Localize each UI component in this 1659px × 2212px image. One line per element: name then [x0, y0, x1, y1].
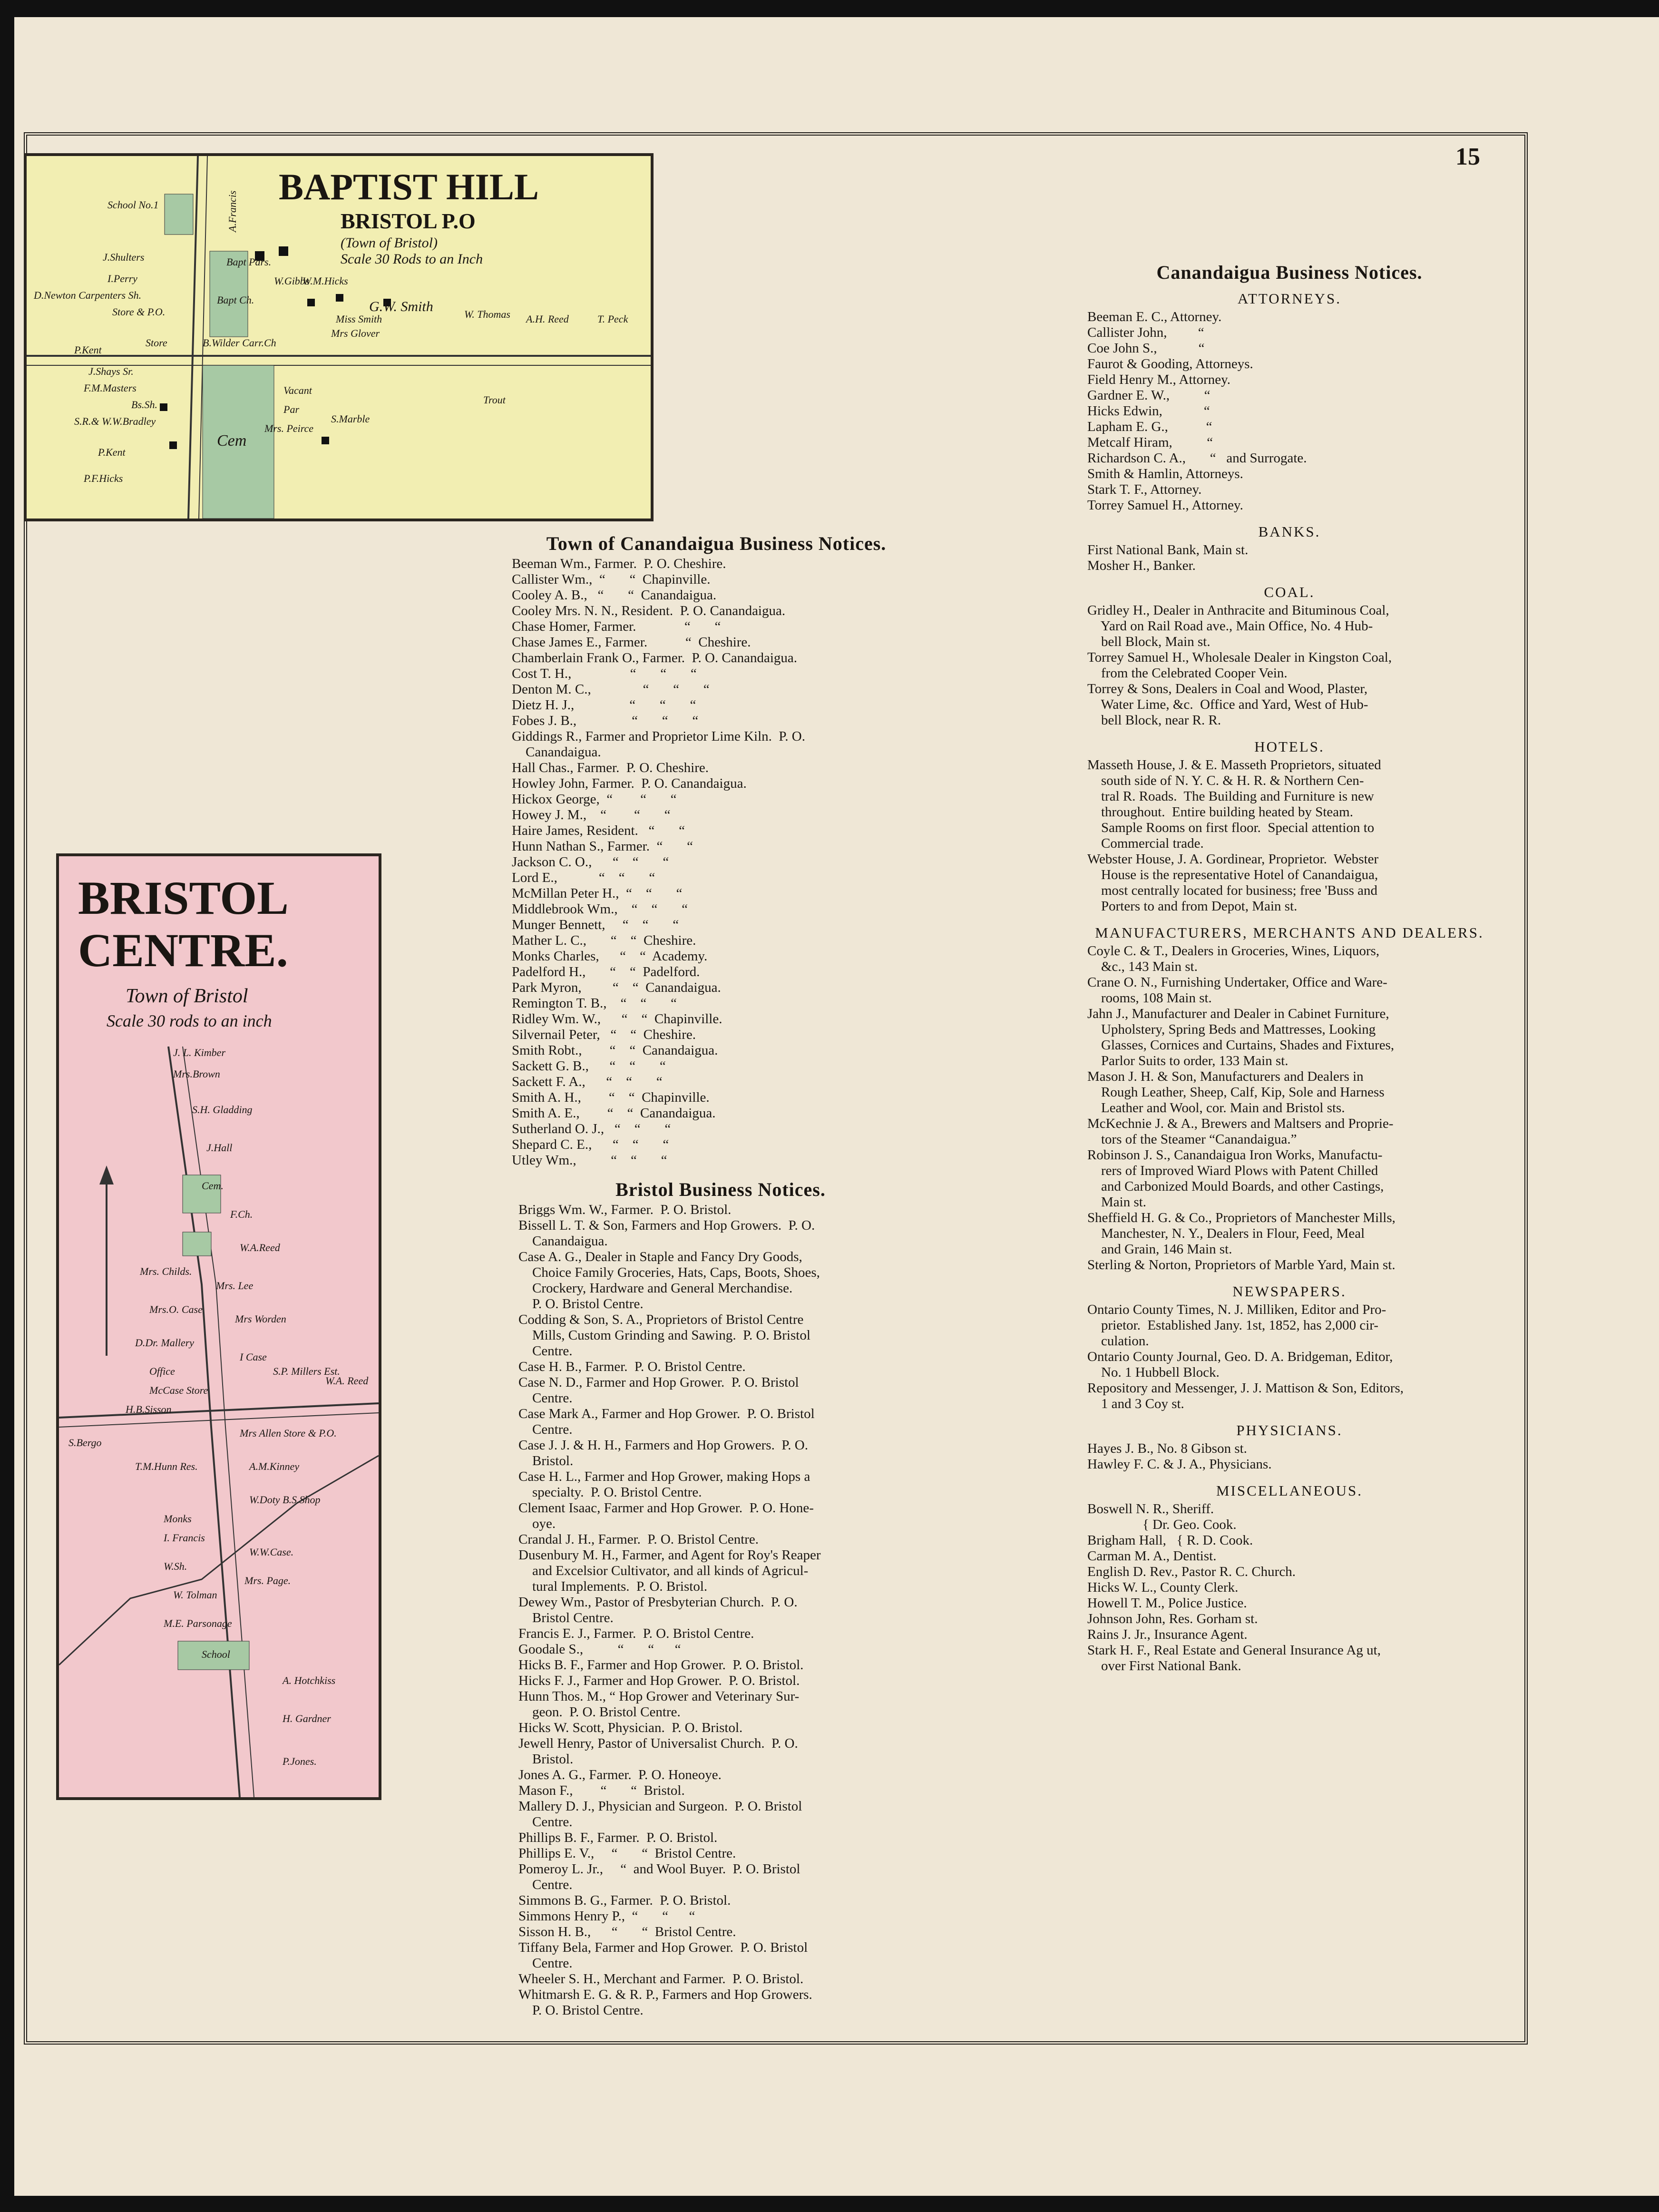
notice-line: Centre.: [518, 1814, 573, 1830]
map-label: A. Hotchkiss: [283, 1674, 336, 1686]
map-label: G.W. Smith: [369, 299, 433, 314]
notice-line: Callister Wm., “ “ Chapinville.: [512, 572, 711, 587]
notice-line: P. O. Bristol Centre.: [518, 1296, 644, 1312]
notice-line: Field Henry M., Attorney.: [1087, 372, 1230, 387]
category-heading: MANUFACTURERS, MERCHANTS AND DEALERS.: [1095, 924, 1484, 941]
notice-line: Sackett G. B., “ “ “: [512, 1058, 666, 1074]
map-label: I. Francis: [164, 1532, 205, 1544]
notice-line: Goodale S., “ “ “: [518, 1642, 681, 1657]
notice-line: P. O. Bristol Centre.: [518, 2003, 644, 2018]
map-label: Bapt Pars.: [226, 256, 272, 268]
map-label: W.Gibbs: [274, 275, 310, 287]
notice-line: from the Celebrated Cooper Vein.: [1087, 666, 1288, 681]
map-label: W.A.Reed: [240, 1242, 280, 1253]
map-label: Vacant: [283, 384, 312, 396]
notice-line: Howell T. M., Police Justice.: [1087, 1595, 1247, 1611]
notice-line: Hunn Nathan S., Farmer. “ “: [512, 839, 693, 854]
notice-line: Dietz H. J., “ “ “: [512, 697, 696, 713]
map-label: S.R.& W.W.Bradley: [74, 415, 156, 427]
notice-line: Webster House, J. A. Gordinear, Proprietor. Webster: [1087, 852, 1379, 867]
map-label: Mrs Glover: [331, 327, 380, 339]
notice-line: and Carbonized Mould Boards, and other Castings,: [1087, 1179, 1384, 1194]
notice-line: Torrey Samuel H., Attorney.: [1087, 498, 1243, 513]
notice-line: Stark H. F., Real Estate and General Insurance Ag ut,: [1087, 1643, 1381, 1658]
notice-line: Repository and Messenger, J. J. Mattison & Son, Editors,: [1087, 1380, 1404, 1396]
map-label: P.Jones.: [283, 1755, 317, 1767]
map-label: Cem: [217, 432, 247, 450]
notice-line: Porters to and from Depot, Main st.: [1087, 899, 1298, 914]
notice-line: Case N. D., Farmer and Hop Grower. P. O. Bristol: [518, 1375, 799, 1390]
page-number: 15: [1455, 143, 1480, 170]
category-heading: PHYSICIANS.: [1236, 1422, 1343, 1439]
town-of-canandaigua-title: Town of Canandaigua Business Notices.: [546, 533, 887, 554]
notice-line: south side of N. Y. C. & H. R. & Northern Cen-: [1087, 773, 1364, 788]
category-heading: ATTORNEYS.: [1237, 290, 1342, 307]
baptist-hill-postoffice: BRISTOL P.O: [341, 209, 476, 233]
notice-line: Francis E. J., Farmer. P. O. Bristol Centre.: [518, 1626, 754, 1641]
notice-line: geon. P. O. Bristol Centre.: [518, 1704, 681, 1720]
map-label: Store: [146, 337, 167, 349]
map-label: I Case: [240, 1351, 267, 1363]
notice-line: Smith Robt., “ “ Canandaigua.: [512, 1043, 718, 1058]
map-label: P.Kent: [74, 344, 102, 356]
notice-line: Cooley A. B., “ “ Canandaigua.: [512, 587, 717, 603]
notice-line: most centrally located for business; free 'Buss and: [1087, 883, 1378, 898]
map-label: F.Ch.: [230, 1208, 253, 1220]
notice-line: Bissell L. T. & Son, Farmers and Hop Growers. P. O.: [518, 1218, 815, 1233]
map-label: Mrs Worden: [235, 1313, 286, 1325]
map-label: Bs.Sh.: [131, 399, 157, 411]
notice-line: Jackson C. O., “ “ “: [512, 854, 669, 870]
notice-line: Hicks B. F., Farmer and Hop Grower. P. O. Bristol.: [518, 1657, 804, 1673]
notice-line: Mills, Custom Grinding and Sawing. P. O. Bristol: [518, 1328, 810, 1343]
notice-line: Jewell Henry, Pastor of Universalist Church. P. O.: [518, 1736, 798, 1751]
map-label: J.Shays Sr.: [88, 365, 134, 377]
notice-line: and Grain, 146 Main st.: [1087, 1242, 1232, 1257]
notice-line: Hickox George, “ “ “: [512, 792, 677, 807]
notice-line: Torrey & Sons, Dealers in Coal and Wood, Plaster,: [1087, 681, 1368, 696]
notice-line: Mosher H., Banker.: [1087, 558, 1196, 573]
map-label: H. Gardner: [283, 1713, 331, 1724]
notice-line: First National Bank, Main st.: [1087, 542, 1249, 558]
map-label: Monks: [164, 1513, 192, 1525]
notice-line: Fobes J. B., “ “ “: [512, 713, 699, 728]
notice-line: Giddings R., Farmer and Proprietor Lime Kiln. P. O.: [512, 729, 806, 744]
notice-line: oye.: [518, 1516, 556, 1531]
map-label: J.Hall: [206, 1142, 233, 1154]
map-label: I.Perry: [107, 273, 137, 284]
notice-line: Coe John S., “: [1087, 341, 1205, 356]
map-label: Mrs.Brown: [173, 1068, 220, 1080]
map-label: Bapt Ch.: [217, 294, 254, 306]
notice-line: Smith A. E., “ “ Canandaigua.: [512, 1106, 716, 1121]
notice-line: Case J. J. & H. H., Farmers and Hop Growers. P. O.: [518, 1438, 808, 1453]
map-label: D.Newton Carpenters Sh.: [34, 289, 142, 301]
notice-line: Mason F., “ “ Bristol.: [518, 1783, 685, 1798]
notice-line: Hunn Thos. M., “ Hop Grower and Veterinary Sur-: [518, 1689, 800, 1704]
notice-line: Utley Wm., “ “ “: [512, 1153, 667, 1168]
map-label: W.Doty B.S.Shop: [249, 1494, 321, 1506]
notice-line: Sample Rooms on first floor. Special attention to: [1087, 820, 1375, 835]
notice-line: &c., 143 Main st.: [1087, 959, 1198, 974]
notice-line: Smith & Hamlin, Attorneys.: [1087, 466, 1243, 481]
map-label: Mrs. Page.: [244, 1575, 291, 1586]
notice-line: throughout. Entire building heated by Steam.: [1087, 804, 1353, 820]
map-label: D.Dr. Mallery: [135, 1337, 195, 1349]
notice-line: Tiffany Bela, Farmer and Hop Grower. P. O. Bristol: [518, 1940, 808, 1955]
notice-line: Remington T. B., “ “ “: [512, 996, 677, 1011]
map-label: Par: [283, 403, 299, 415]
notice-line: Crane O. N., Furnishing Undertaker, Office and Ware-: [1087, 975, 1387, 990]
map-label: W.M.Hicks: [303, 275, 348, 287]
notice-line: Briggs Wm. W., Farmer. P. O. Bristol.: [518, 1202, 732, 1217]
map-label: W. Thomas: [464, 308, 510, 320]
notice-line: Carman M. A., Dentist.: [1087, 1548, 1217, 1564]
notice-line: rers of Improved Wiard Plows with Patent Chilled: [1087, 1163, 1378, 1178]
notice-line: over First National Bank.: [1087, 1658, 1241, 1674]
map-label: S.P. Millers Est.: [273, 1365, 340, 1377]
map-label: Mrs. Peirce: [264, 422, 314, 434]
notice-line: Hayes J. B., No. 8 Gibson st.: [1087, 1441, 1247, 1456]
map-label: T. Peck: [597, 313, 628, 325]
map-label: School: [202, 1648, 230, 1660]
notice-line: Commercial trade.: [1087, 836, 1204, 851]
notice-line: Canandaigua.: [512, 744, 601, 760]
notice-line: Shepard C. E., “ “ “: [512, 1137, 669, 1152]
canandaigua-notices: [1087, 264, 1492, 1674]
notice-line: No. 1 Hubbell Block.: [1087, 1365, 1220, 1380]
notice-line: Torrey Samuel H., Wholesale Dealer in Kingston Coal,: [1087, 650, 1392, 665]
notice-line: Case A. G., Dealer in Staple and Fancy Dry Goods,: [518, 1249, 802, 1264]
map-label: P.F.Hicks: [84, 472, 123, 484]
notice-line: Sheffield H. G. & Co., Proprietors of Manchester Mills,: [1087, 1210, 1396, 1225]
notice-line: Jahn J., Manufacturer and Dealer in Cabinet Furniture,: [1087, 1006, 1389, 1021]
map-label: W.W.Case.: [249, 1546, 294, 1558]
notice-line: Mather L. C., “ “ Cheshire.: [512, 933, 696, 948]
notice-line: Simmons Henry P., “ “ “: [518, 1909, 695, 1924]
notice-line: Wheeler S. H., Merchant and Farmer. P. O. Bristol.: [518, 1971, 804, 1987]
notice-line: Case H. L., Farmer and Hop Grower, making Hops a: [518, 1469, 810, 1484]
map-label: F.M.Masters: [84, 382, 137, 394]
bristol-title: Bristol Business Notices.: [615, 1179, 826, 1200]
map-label: Mrs.O. Case: [149, 1303, 203, 1315]
notice-line: Ontario County Journal, Geo. D. A. Bridgeman, Editor,: [1087, 1349, 1393, 1364]
notice-line: Centre.: [518, 1877, 573, 1892]
notice-line: Clement Isaac, Farmer and Hop Grower. P. O. Hone-: [518, 1500, 814, 1516]
notice-line: Main st.: [1087, 1194, 1147, 1210]
notice-line: Upholstery, Spring Beds and Mattresses, Looking: [1087, 1022, 1376, 1037]
bristol-notices: [518, 1179, 923, 2018]
notice-line: Pomeroy L. Jr., “ and Wool Buyer. P. O. Bristol: [518, 1861, 800, 1877]
notice-line: Sisson H. B., “ “ Bristol Centre.: [518, 1924, 736, 1939]
notice-line: Glasses, Cornices and Curtains, Shades and Fixtures,: [1087, 1037, 1395, 1053]
bristol-list: [518, 1202, 923, 2018]
category-heading: COAL.: [1264, 584, 1315, 600]
notice-line: prietor. Established Jany. 1st, 1852, has 2,000 cir-: [1087, 1318, 1379, 1333]
notice-line: McMillan Peter H., “ “ “: [512, 886, 683, 901]
notice-line: Centre.: [518, 1343, 573, 1359]
notice-line: Beeman Wm., Farmer. P. O. Cheshire.: [512, 556, 726, 571]
baptist-hill-scale: Scale 30 Rods to an Inch: [341, 251, 483, 267]
notice-line: 1 and 3 Coy st.: [1087, 1396, 1184, 1411]
bristol-centre-title-line1: BRISTOL: [78, 871, 289, 924]
notice-line: Yard on Rail Road ave., Main Office, No. 4 Hub-: [1087, 618, 1373, 634]
notice-line: Stark T. F., Attorney.: [1087, 482, 1202, 497]
notice-line: Leather and Wool, cor. Main and Bristol sts.: [1087, 1100, 1345, 1116]
notice-line: Phillips B. F., Farmer. P. O. Bristol.: [518, 1830, 718, 1845]
notice-line: Coyle C. & T., Dealers in Groceries, Wines, Liquors,: [1087, 943, 1380, 959]
notice-line: Monks Charles, “ “ Academy.: [512, 949, 708, 964]
notice-line: Water Lime, &c. Office and Yard, West of Hub-: [1087, 697, 1368, 712]
notice-line: tors of the Steamer “Canandaigua.”: [1087, 1132, 1297, 1147]
notice-line: Mason J. H. & Son, Manufacturers and Dealers in: [1087, 1069, 1364, 1084]
canandaigua-sections: [1087, 291, 1492, 1674]
map-bristol-centre: [56, 853, 381, 1800]
notice-line: Choice Family Groceries, Hats, Caps, Boots, Shoes,: [518, 1265, 820, 1280]
notice-line: Crandal J. H., Farmer. P. O. Bristol Centre.: [518, 1532, 759, 1547]
map-label: Mrs Allen Store & P.O.: [240, 1427, 337, 1439]
map-label: School No.1: [107, 199, 159, 211]
notice-line: House is the representative Hotel of Canandaigua,: [1087, 867, 1378, 882]
map-label: S.Marble: [331, 413, 370, 425]
notice-line: Sterling & Norton, Proprietors of Marble Yard, Main st.: [1087, 1257, 1396, 1272]
map-label: P.Kent: [98, 446, 126, 458]
notice-line: Bristol.: [518, 1453, 574, 1468]
notice-line: Centre.: [518, 1422, 573, 1437]
baptist-hill-title: BAPTIST HILL: [279, 166, 539, 207]
notice-line: Chamberlain Frank O., Farmer. P. O. Canandaigua.: [512, 650, 798, 666]
notice-line: Whitmarsh E. G. & R. P., Farmers and Hop Growers.: [518, 1987, 812, 2002]
notice-line: Gardner E. W., “: [1087, 388, 1210, 403]
notice-line: Robinson J. S., Canandaigua Iron Works, Manufactu-: [1087, 1147, 1383, 1163]
baptist-hill-town: (Town of Bristol): [341, 235, 438, 251]
notice-line: { Dr. Geo. Cook.: [1087, 1517, 1237, 1532]
notice-line: McKechnie J. & A., Brewers and Maltsers and Proprie-: [1087, 1116, 1394, 1131]
notice-line: Callister John, “: [1087, 325, 1204, 340]
notice-line: Howley John, Farmer. P. O. Canandaigua.: [512, 776, 747, 791]
notice-line: Brigham Hall, { R. D. Cook.: [1087, 1533, 1253, 1548]
notice-line: Sackett F. A., “ “ “: [512, 1074, 663, 1089]
map-label: B.Wilder Carr.Ch: [203, 337, 276, 349]
notice-line: Middlebrook Wm., “ “ “: [512, 901, 688, 917]
notice-line: Cost T. H., “ “ “: [512, 666, 697, 681]
category-heading: BANKS.: [1258, 523, 1321, 540]
notice-line: Beeman E. C., Attorney.: [1087, 309, 1222, 324]
notice-line: Crockery, Hardware and General Merchandise.: [518, 1281, 793, 1296]
notice-line: Hicks W. L., County Clerk.: [1087, 1580, 1239, 1595]
map-label: McCase Store: [149, 1384, 208, 1396]
map-label: T.M.Hunn Res.: [135, 1460, 198, 1472]
notice-line: bell Block, Main st.: [1087, 634, 1210, 649]
notice-line: Hall Chas., Farmer. P. O. Cheshire.: [512, 760, 709, 775]
notice-line: Lord E., “ “ “: [512, 870, 655, 885]
map-label: A.Francis: [226, 190, 238, 232]
map-label: J. L. Kimber: [173, 1047, 225, 1058]
notice-line: Hicks W. Scott, Physician. P. O. Bristol.: [518, 1720, 743, 1735]
map-label: S.Bergo: [68, 1437, 102, 1449]
town-of-canandaigua-list: [512, 556, 921, 1168]
notice-line: Richardson C. A., “ and Surrogate.: [1087, 450, 1307, 466]
notice-line: Hawley F. C. & J. A., Physicians.: [1087, 1457, 1272, 1472]
notice-line: Padelford H., “ “ Padelford.: [512, 964, 700, 979]
notice-line: Boswell N. R., Sheriff.: [1087, 1501, 1214, 1517]
map-label: Office: [149, 1365, 175, 1377]
town-of-canandaigua-notices: [512, 533, 921, 1168]
map-label: Trout: [483, 394, 506, 406]
map-label: Mrs. Childs.: [140, 1265, 192, 1277]
notice-line: Manchester, N. Y., Dealers in Flour, Feed, Meal: [1087, 1226, 1365, 1241]
notice-line: rooms, 108 Main st.: [1087, 990, 1212, 1006]
category-heading: HOTELS.: [1254, 738, 1325, 755]
map-label: W.Sh.: [164, 1560, 187, 1572]
map-label: S.H. Gladding: [192, 1104, 253, 1116]
notice-line: Bristol Centre.: [518, 1610, 614, 1625]
notice-line: Denton M. C., “ “ “: [512, 682, 710, 697]
notice-line: Hicks F. J., Farmer and Hop Grower. P. O. Bristol.: [518, 1673, 800, 1688]
notice-line: Metcalf Hiram, “: [1087, 435, 1213, 450]
notice-line: Mallery D. J., Physician and Surgeon. P. O. Bristol: [518, 1799, 802, 1814]
notice-line: Haire James, Resident. “ “: [512, 823, 685, 838]
notice-line: bell Block, near R. R.: [1087, 713, 1221, 728]
notice-line: Sutherland O. J., “ “ “: [512, 1121, 671, 1136]
notice-line: Case Mark A., Farmer and Hop Grower. P. O. Bristol: [518, 1406, 815, 1421]
map-label: W. Tolman: [173, 1589, 217, 1601]
notice-line: English D. Rev., Pastor R. C. Church.: [1087, 1564, 1296, 1579]
notice-line: Bristol.: [518, 1752, 574, 1767]
bristol-centre-scale: Scale 30 rods to an inch: [107, 1011, 272, 1030]
notice-line: tral R. Roads. The Building and Furniture is new: [1087, 789, 1374, 804]
map-label: Store & P.O.: [112, 306, 166, 318]
notice-line: Hicks Edwin, “: [1087, 403, 1210, 419]
notice-line: Masseth House, J. & E. Masseth Proprietors, situated: [1087, 757, 1381, 773]
notice-line: tural Implements. P. O. Bristol.: [518, 1579, 708, 1594]
notice-line: Ontario County Times, N. J. Milliken, Editor and Pro-: [1087, 1302, 1386, 1317]
category-heading: MISCELLANEOUS.: [1216, 1482, 1363, 1499]
notice-line: Canandaigua.: [518, 1233, 608, 1249]
map-label: A.M.Kinney: [249, 1460, 300, 1472]
notice-line: and Excelsior Cultivator, and all kinds of Agricul-: [518, 1563, 809, 1578]
notice-line: Johnson John, Res. Gorham st.: [1087, 1611, 1258, 1626]
notice-line: Centre.: [518, 1390, 573, 1406]
notice-line: Howey J. M., “ “ “: [512, 807, 671, 822]
notice-line: Case H. B., Farmer. P. O. Bristol Centre.: [518, 1359, 746, 1374]
notice-line: Parlor Suits to order, 133 Main st.: [1087, 1053, 1288, 1068]
notice-line: Chase James E., Farmer. “ Cheshire.: [512, 635, 751, 650]
notice-line: culation.: [1087, 1333, 1149, 1349]
map-label: W.A. Reed: [325, 1375, 369, 1387]
map-label: Mrs. Lee: [216, 1280, 254, 1292]
canandaigua-title: Canandaigua Business Notices.: [1156, 262, 1423, 283]
notice-line: Jones A. G., Farmer. P. O. Honeoye.: [518, 1767, 722, 1782]
notice-line: Phillips E. V., “ “ Bristol Centre.: [518, 1846, 736, 1861]
notice-line: Silvernail Peter, “ “ Cheshire.: [512, 1027, 696, 1042]
notice-line: Rough Leather, Sheep, Calf, Kip, Sole and Harness: [1087, 1085, 1385, 1100]
notice-line: Simmons B. G., Farmer. P. O. Bristol.: [518, 1893, 731, 1908]
notice-line: Gridley H., Dealer in Anthracite and Bituminous Coal,: [1087, 603, 1389, 618]
notice-line: Smith A. H., “ “ Chapinville.: [512, 1090, 710, 1105]
map-baptist-hill: [24, 153, 654, 521]
notice-line: Centre.: [518, 1956, 573, 1971]
bristol-centre-town: Town of Bristol: [126, 985, 248, 1007]
bristol-centre-title-line2: CENTRE.: [78, 924, 288, 977]
notice-line: specialty. P. O. Bristol Centre.: [518, 1485, 702, 1500]
map-label: Miss Smith: [336, 313, 382, 325]
map-label: Cem.: [202, 1180, 224, 1192]
notice-line: Lapham E. G., “: [1087, 419, 1212, 434]
notice-line: Rains J. Jr., Insurance Agent.: [1087, 1627, 1248, 1642]
map-label: J.Shulters: [103, 251, 145, 263]
notice-line: Codding & Son, S. A., Proprietors of Bristol Centre: [518, 1312, 804, 1327]
notice-line: Chase Homer, Farmer. “ “: [512, 619, 721, 634]
notice-line: Dewey Wm., Pastor of Presbyterian Church. P. O.: [518, 1595, 798, 1610]
notice-line: Faurot & Gooding, Attorneys.: [1087, 356, 1253, 372]
map-label: A.H. Reed: [526, 313, 569, 325]
notice-line: Park Myron, “ “ Canandaigua.: [512, 980, 721, 995]
notice-line: Cooley Mrs. N. N., Resident. P. O. Canandaigua.: [512, 603, 786, 618]
notice-line: Dusenbury M. H., Farmer, and Agent for Roy's Reaper: [518, 1547, 821, 1563]
notice-line: Ridley Wm. W., “ “ Chapinville.: [512, 1011, 722, 1027]
map-label: H.B.Sisson: [126, 1403, 172, 1415]
category-heading: NEWSPAPERS.: [1232, 1283, 1347, 1300]
notice-line: Munger Bennett, “ “ “: [512, 917, 679, 932]
map-label: M.E. Parsonage: [164, 1617, 232, 1629]
